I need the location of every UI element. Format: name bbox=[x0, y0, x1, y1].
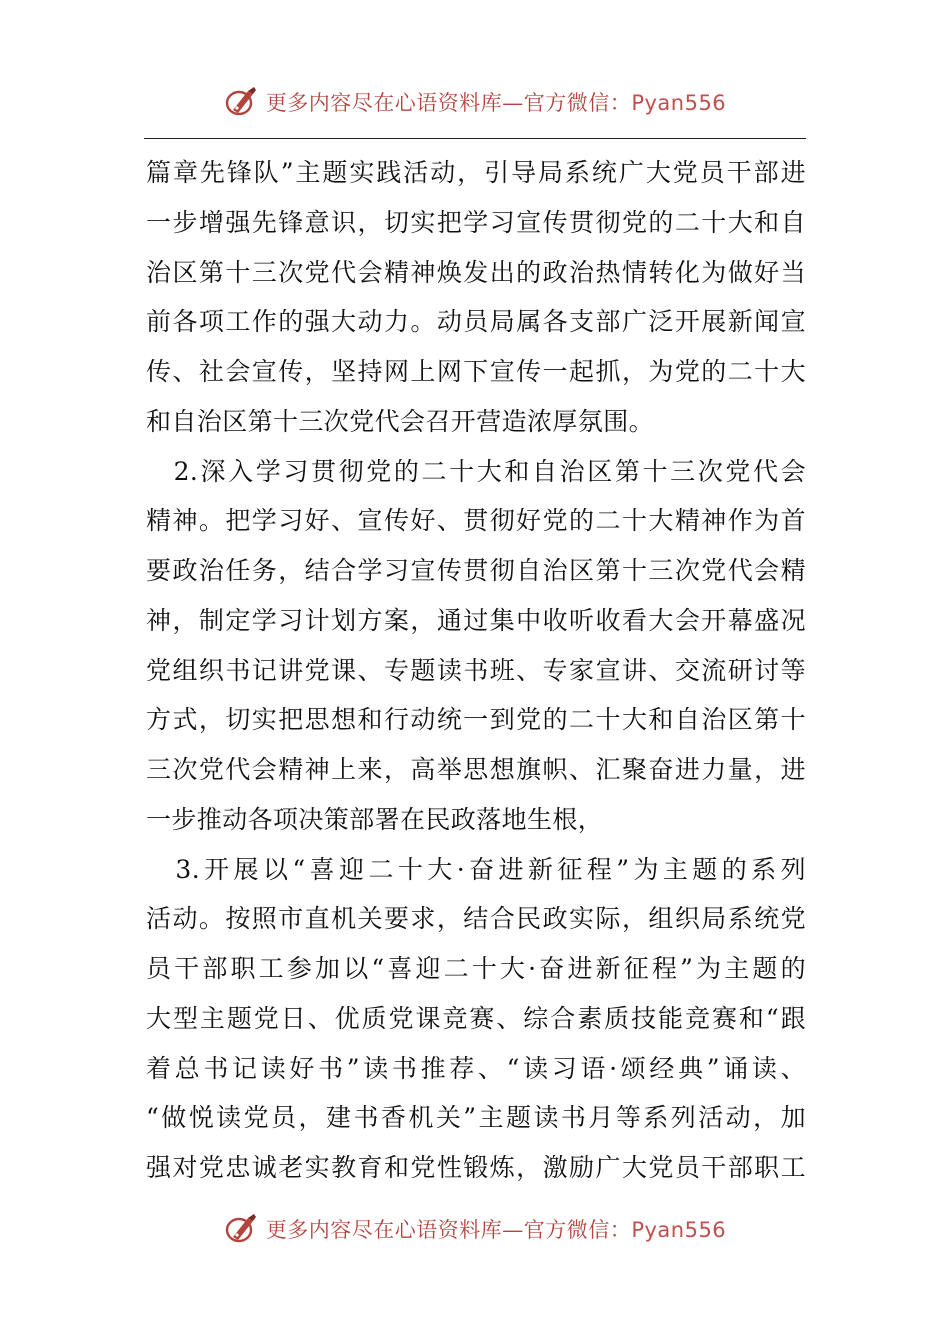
document-body bbox=[146, 148, 806, 1193]
text-line: 一步推动各项决策部署在民政落地生根， bbox=[146, 804, 604, 834]
footer-banner bbox=[0, 1209, 950, 1249]
text-line: 治区第十三次党代会精神焕发出的政治热情转化为做好当 bbox=[146, 257, 806, 287]
text-line: “做悦读党员，建书香机关”主题读书月等系列活动，加 bbox=[146, 1103, 806, 1133]
text-line: 精神。把学习好、宣传好、贯彻好党的二十大精神作为首 bbox=[146, 506, 806, 536]
pen-nib-circle-icon bbox=[224, 1213, 260, 1245]
footer-banner-text: 更多内容尽在心语资料库—官方微信：Pyan556 bbox=[265, 1218, 727, 1242]
text-line: 着总书记读好书”读书推荐、“读习语·颂经典”诵读、 bbox=[146, 1053, 806, 1083]
text-line: 活动。按照市直机关要求，结合民政实际，组织局系统党 bbox=[146, 904, 806, 934]
footer-wechat-id: Pyan556 bbox=[631, 1218, 727, 1242]
text-line: 和自治区第十三次党代会召开营造浓厚氛围。 bbox=[146, 406, 655, 436]
text-line: 前各项工作的强大动力。动员局属各支部广泛开展新闻宣 bbox=[146, 307, 806, 337]
text-line: 传、社会宣传，坚持网上网下宣传一起抓，为党的二十大 bbox=[146, 357, 806, 386]
header-banner bbox=[0, 82, 950, 122]
text-line: 2.深入学习贯彻党的二十大和自治区第十三次党代会 bbox=[146, 456, 806, 486]
text-line: 强对党忠诚老实教育和党性锻炼，激励广大党员干部职工 bbox=[146, 1153, 806, 1182]
text-line: 员干部职工参加以“喜迎二十大·奋进新征程”为主题的 bbox=[146, 954, 806, 983]
text-line: 方式，切实把思想和行动统一到党的二十大和自治区第十 bbox=[146, 705, 806, 735]
text-line: 一步增强先锋意识，切实把学习宣传贯彻党的二十大和自 bbox=[146, 207, 806, 237]
text-line: 大型主题党日、优质党课竞赛、综合素质技能竞赛和“跟 bbox=[146, 1003, 806, 1033]
text-line: 篇章先锋队”主题实践活动，引导局系统广大党员干部进 bbox=[146, 158, 806, 187]
header-divider bbox=[144, 138, 806, 139]
text-line: 三次党代会精神上来，高举思想旗帜、汇聚奋进力量，进 bbox=[146, 755, 806, 784]
header-wechat-id: Pyan556 bbox=[631, 91, 727, 115]
header-banner-text: 更多内容尽在心语资料库—官方微信：Pyan556 bbox=[265, 91, 727, 115]
text-line: 神，制定学习计划方案，通过集中收听收看大会开幕盛况 bbox=[146, 605, 806, 635]
pen-nib-circle-icon bbox=[224, 86, 260, 118]
text-line: 3.开展以“喜迎二十大·奋进新征程”为主题的系列 bbox=[146, 854, 806, 884]
text-line: 党组织书记讲党课、专题读书班、专家宣讲、交流研讨等 bbox=[146, 655, 806, 685]
text-line: 要政治任务，结合学习宣传贯彻自治区第十三次党代会精 bbox=[146, 556, 806, 585]
